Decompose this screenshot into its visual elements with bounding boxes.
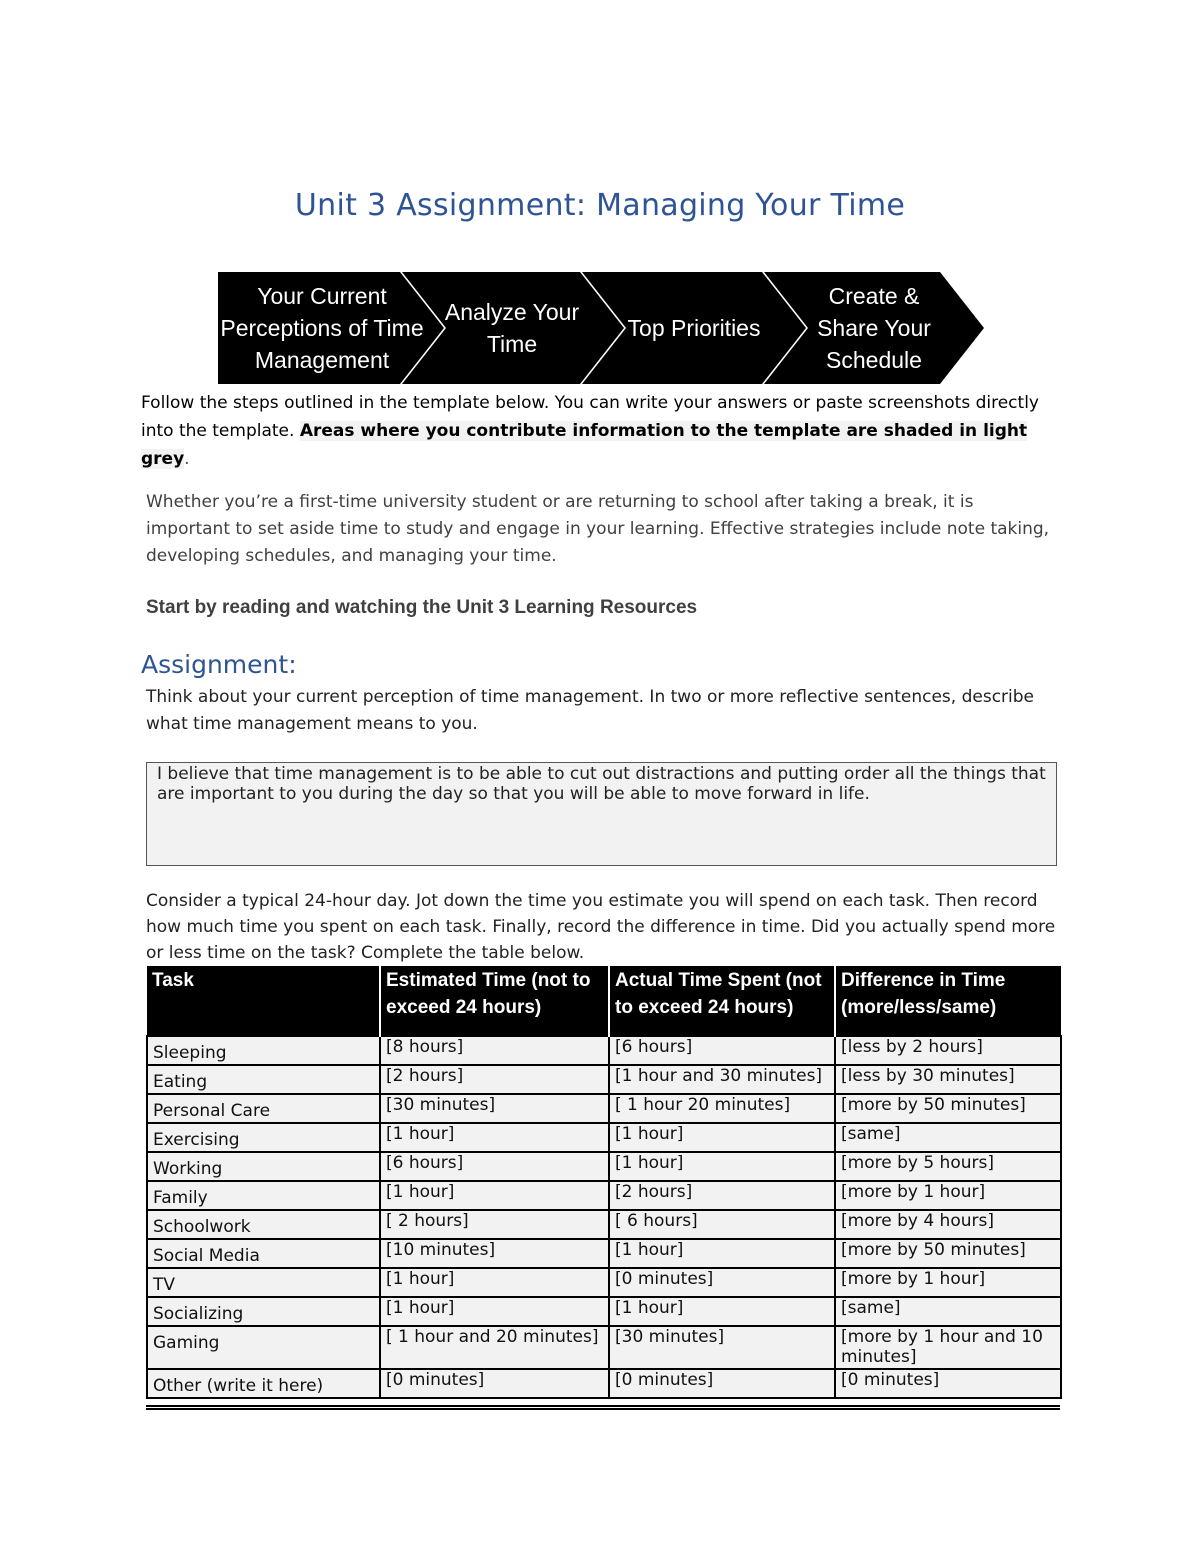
cell-estimated[interactable]: [6 hours]	[380, 1152, 609, 1181]
cell-task: Sleeping	[147, 1036, 380, 1065]
cell-difference[interactable]: [more by 1 hour]	[835, 1181, 1061, 1210]
cell-estimated[interactable]: [1 hour]	[380, 1268, 609, 1297]
cell-estimated[interactable]: [2 hours]	[380, 1065, 609, 1094]
cell-estimated[interactable]: [8 hours]	[380, 1036, 609, 1065]
cell-task: Working	[147, 1152, 380, 1181]
table-row	[147, 1369, 1061, 1398]
header-task: Task	[147, 966, 380, 1036]
step-3-label: Top Priorities	[627, 315, 761, 341]
cell-difference[interactable]: [more by 50 minutes]	[835, 1094, 1061, 1123]
cell-task: Family	[147, 1181, 380, 1210]
cell-task: Schoolwork	[147, 1210, 380, 1239]
cell-estimated[interactable]: [ 2 hours]	[380, 1210, 609, 1239]
header-difference: Difference in Time (more/less/same)	[835, 966, 1061, 1036]
cell-difference[interactable]: [less by 2 hours]	[835, 1036, 1061, 1065]
cell-actual[interactable]: [1 hour]	[609, 1239, 835, 1268]
cell-estimated[interactable]: [10 minutes]	[380, 1239, 609, 1268]
table-row	[147, 1094, 1061, 1123]
table-row	[147, 1152, 1061, 1181]
assignment-heading: Assignment:	[141, 650, 297, 679]
cell-actual[interactable]: [0 minutes]	[609, 1369, 835, 1398]
cell-task: TV	[147, 1268, 380, 1297]
intro-paragraph	[141, 389, 1056, 473]
intro-text: Follow the steps outlined in the template below. You can write your answers or paste screenshots directly into the template.	[141, 393, 1039, 441]
table-bottom-rule	[146, 1405, 1060, 1410]
table-row	[147, 1297, 1061, 1326]
step-1-label: Management	[254, 347, 390, 373]
table-row	[147, 1036, 1061, 1065]
step-1-label: Your Current	[257, 283, 387, 309]
cell-difference[interactable]: [more by 5 hours]	[835, 1152, 1061, 1181]
cell-estimated[interactable]: [1 hour]	[380, 1181, 609, 1210]
process-steps	[218, 272, 984, 384]
step-1-label: Perceptions of Time	[220, 315, 424, 341]
cell-actual[interactable]: [6 hours]	[609, 1036, 835, 1065]
cell-actual[interactable]: [ 1 hour 20 minutes]	[609, 1094, 835, 1123]
cell-task: Socializing	[147, 1297, 380, 1326]
cell-estimated[interactable]: [1 hour]	[380, 1297, 609, 1326]
cell-actual[interactable]: [1 hour]	[609, 1123, 835, 1152]
intro-period: .	[184, 449, 190, 469]
cell-task: Eating	[147, 1065, 380, 1094]
table-row	[147, 1268, 1061, 1297]
table-row	[147, 1239, 1061, 1268]
cell-task: Gaming	[147, 1326, 380, 1369]
table-row	[147, 1326, 1061, 1369]
page-title: Unit 3 Assignment: Managing Your Time	[294, 188, 906, 223]
intro-bold: Areas where you contribute information to the template are shaded in light grey	[141, 421, 1028, 469]
resources-line: Start by reading and watching the Unit 3 Learning Resources	[146, 597, 698, 618]
cell-actual[interactable]: [0 minutes]	[609, 1268, 835, 1297]
cell-difference[interactable]: [more by 1 hour and 10 minutes]	[835, 1326, 1061, 1369]
table-row	[147, 1123, 1061, 1152]
cell-difference[interactable]: [same]	[835, 1297, 1061, 1326]
table-instructions: Consider a typical 24-hour day. Jot down the time you estimate you will spend on each task. Then record how much time you spent on each task. Finally, record the difference in time. Did you actually spend more or less time on the task? Complete the table below.	[146, 891, 1056, 963]
step-2-label: Time	[486, 331, 538, 357]
cell-estimated[interactable]: [0 minutes]	[380, 1369, 609, 1398]
table-row	[147, 1065, 1061, 1094]
cell-difference[interactable]: [more by 50 minutes]	[835, 1239, 1061, 1268]
cell-actual[interactable]: [30 minutes]	[609, 1326, 835, 1369]
header-actual: Actual Time Spent (not to exceed 24 hours)	[609, 966, 835, 1036]
cell-estimated[interactable]: [ 1 hour and 20 minutes]	[380, 1326, 609, 1369]
table-header-row	[147, 966, 1061, 1036]
cell-task: Personal Care	[147, 1094, 380, 1123]
cell-task: Social Media	[147, 1239, 380, 1268]
cell-difference[interactable]: [0 minutes]	[835, 1369, 1061, 1398]
cell-actual[interactable]: [1 hour and 30 minutes]	[609, 1065, 835, 1094]
reflection-answer-box[interactable]: I believe that time management is to be able to cut out distractions and putting order all the things that are important to you during the day so that you will be able to move forward in life.	[146, 762, 1057, 866]
step-2-label: Analyze Your	[444, 299, 580, 325]
step-4-label: Create &	[828, 283, 920, 309]
reflection-prompt: Think about your current perception of time management. In two or more reflective sentences, describe what time management means to you.	[146, 687, 1035, 734]
cell-task: Exercising	[147, 1123, 380, 1152]
cell-difference[interactable]: [more by 4 hours]	[835, 1210, 1061, 1239]
cell-actual[interactable]: [1 hour]	[609, 1152, 835, 1181]
cell-estimated[interactable]: [30 minutes]	[380, 1094, 609, 1123]
table-row	[147, 1181, 1061, 1210]
cell-actual[interactable]: [2 hours]	[609, 1181, 835, 1210]
table-row	[147, 1210, 1061, 1239]
step-4-label: Schedule	[826, 347, 922, 373]
step-4-label: Share Your	[817, 315, 931, 341]
cell-difference[interactable]: [more by 1 hour]	[835, 1268, 1061, 1297]
cell-actual[interactable]: [ 6 hours]	[609, 1210, 835, 1239]
time-table	[146, 966, 1062, 1399]
cell-difference[interactable]: [less by 30 minutes]	[835, 1065, 1061, 1094]
cell-difference[interactable]: [same]	[835, 1123, 1061, 1152]
cell-task: Other (write it here)	[147, 1369, 380, 1398]
cell-estimated[interactable]: [1 hour]	[380, 1123, 609, 1152]
cell-actual[interactable]: [1 hour]	[609, 1297, 835, 1326]
header-estimated: Estimated Time (not to exceed 24 hours)	[380, 966, 609, 1036]
context-paragraph: Whether you’re a first-time university student or are returning to school after taking a break, it is important to set aside time to study and engage in your learning. Effective strategies include note taking, developing schedules, and managing your time.	[146, 492, 1050, 566]
